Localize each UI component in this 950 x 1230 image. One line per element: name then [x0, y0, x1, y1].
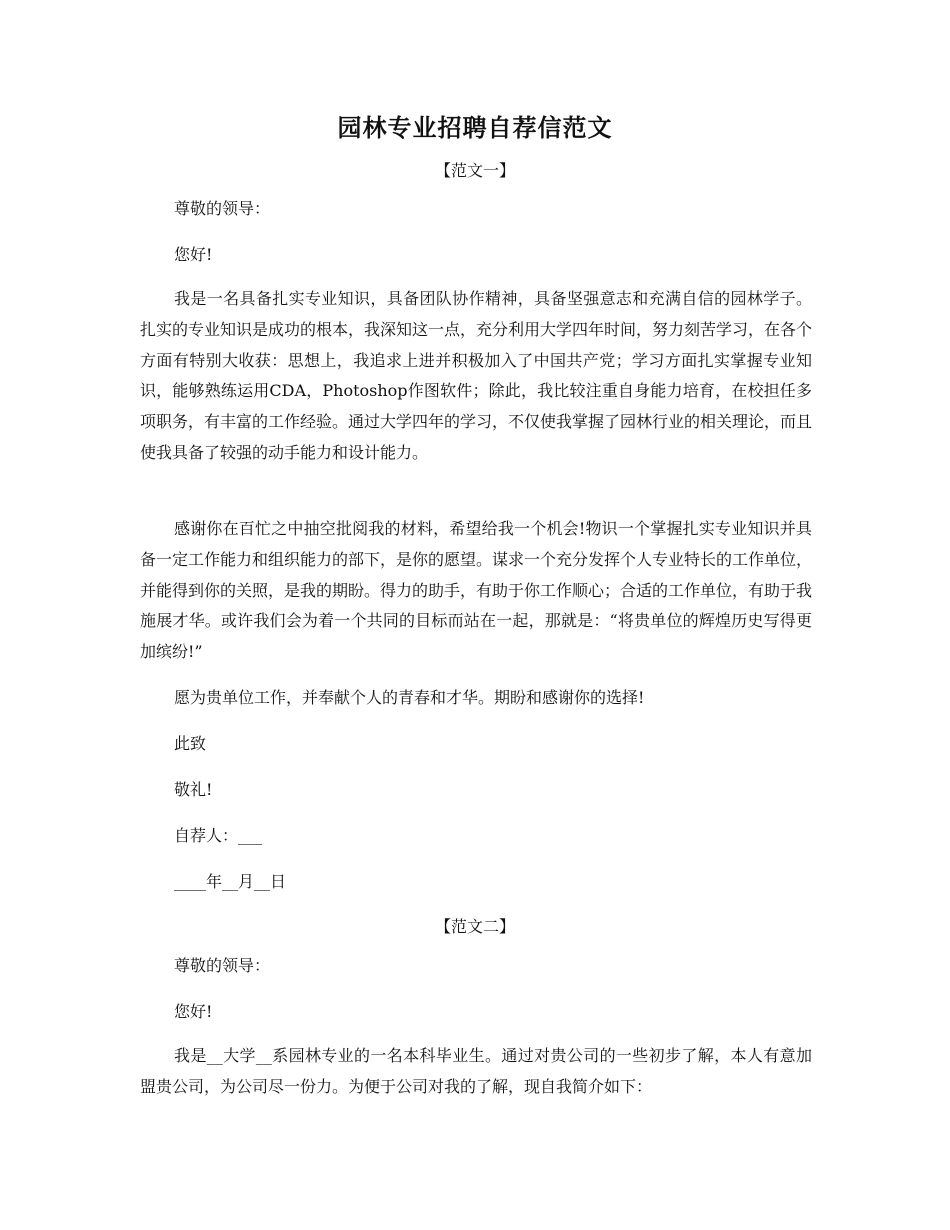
sample2-heading: 【范文二】 [434, 917, 515, 936]
sample1-date: ____年__月__日 [174, 872, 287, 891]
sample1-heading: 【范文一】 [434, 161, 515, 180]
sample1-paragraph-1: 我是一名具备扎实专业知识，具备团队协作精神，具备坚强意志和充满自信的园林学子。扎实的专业知识是成功的根本，我深知这一点，充分利用大学四年时间，努力刻苦学习，在各个方面有特别大收获：思想上，我追求上进并积极加入了中国共产党；学习方面扎实掌握专业知识，能够熟练运用CDA，Photoshop作图软件；除此，我比较注重自身能力培育，在校担任多项职务，有丰富的工作经验。通过大学四年的学习，不仅使我掌握了园林行业的相关理论，而且使我具备了较强的动手能力和设计能力。 [140, 289, 813, 462]
sample2-paragraph-1: 我是__大学__系园林专业的一名本科毕业生。通过对贵公司的一些初步了解，本人有意加盟贵公司，为公司尽一份力。为便于公司对我的了解，现自我简介如下： [140, 1046, 812, 1096]
sample2-salutation: 尊敬的领导： [174, 956, 271, 975]
document-title: 园林专业招聘自荐信范文 [337, 113, 613, 142]
sample1-greeting: 您好! [174, 245, 213, 264]
sample1-paragraph-3: 愿为贵单位工作，并奉献个人的青春和才华。期盼和感谢你的选择! [174, 688, 645, 707]
sample1-signature: 自荐人：___ [174, 826, 263, 845]
sample1-closing-2: 敬礼! [174, 780, 213, 799]
sample1-salutation: 尊敬的领导： [174, 199, 271, 218]
sample2-greeting: 您好! [174, 1002, 213, 1021]
sample1-closing-1: 此致 [174, 734, 207, 753]
sample1-paragraph-2: 感谢你在百忙之中抽空批阅我的材料，希望给我一个机会!物识一个掌握扎实专业知识并具备一定工作能力和组织能力的部下，是你的愿望。谋求一个充分发挥个人专业特长的工作单位，并能得到你的关照，是我的期盼。得力的助手，有助于你工作顺心；合适的工作单位，有助于我施展才华。或许我们会为着一个共同的目标而站在一起，那就是：“将贵单位的辉煌历史写得更加缤纷!” [140, 519, 813, 662]
